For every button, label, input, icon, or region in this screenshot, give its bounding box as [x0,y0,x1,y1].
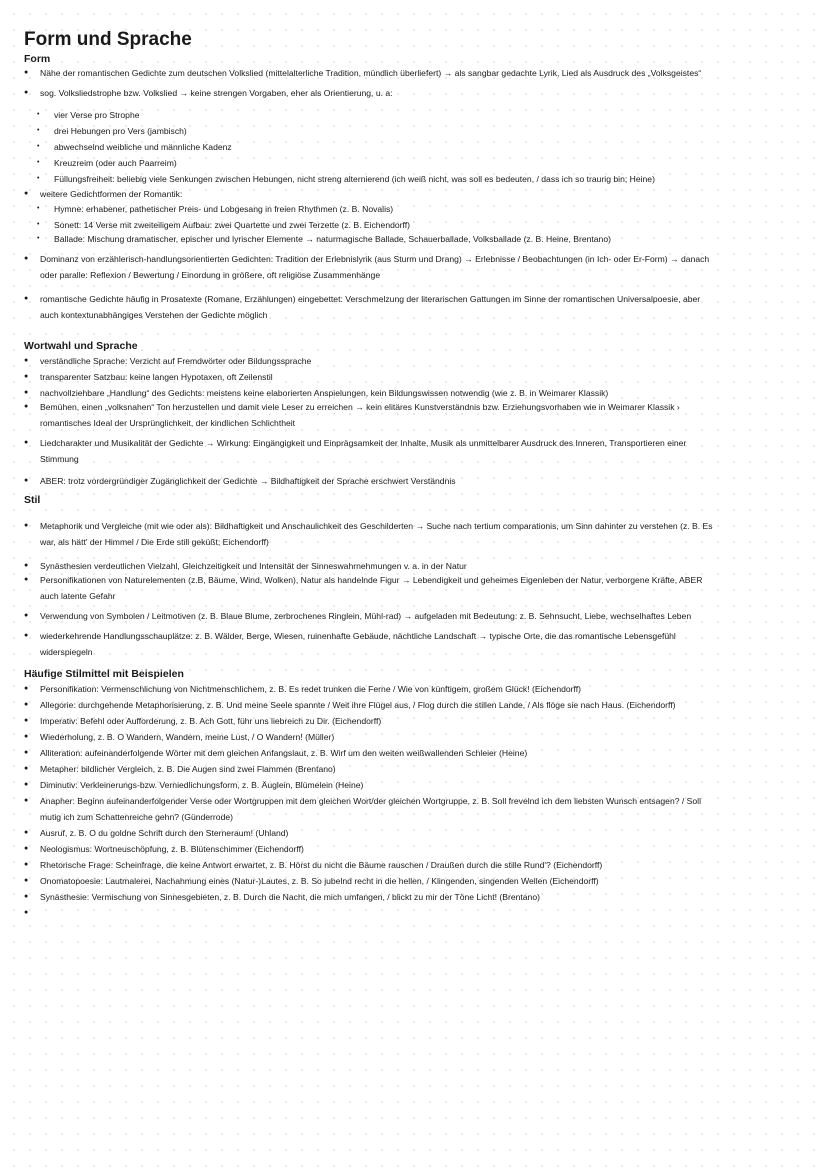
list-item [24,292,804,322]
stilmittel-list [24,682,804,904]
list-item [24,436,804,466]
line: oder paralle: Reflexion / Bewertung / Einordung in größere, oft religiöse Zusammenhänge [40,270,381,280]
list-item: ● ABER: trotz vordergründiger Zugänglichkeit der Gedichte → Bildhaftigkeit der Sprache erschwert Verständnis [24,474,804,488]
list-item: ● Alliteration: aufeinanderfolgende Wörter mit dem gleichen Anfangslaut, z. B. Wirf um den weiten weißwallenden Schleier (Heine) [24,746,804,760]
list-item: ● Personifikation: Vermenschlichung von Nichtmenschlichem, z. B. Es redet trunken die Ferne / Wie von künftigem, großem Glück! (Eichendorff) [24,682,804,696]
line: mutig ich zum Schattenreiche gehn? (Günderrode) [40,812,233,822]
list-item: ● Rhetorische Frage: Scheinfrage, die keine Antwort erwartet, z. B. Hörst du nicht die Bäume rauschen / Draußen durch die stille Rund'? (Eichendorff) [24,858,804,872]
page-title: Form und Sprache [24,29,192,50]
list-item [24,573,804,603]
line: ● wiederkehrende Handlungsschauplätze: z. B. Wälder, Berge, Wiesen, ruinenhafte Gebäude, nächtliche Landschaft → typische Orte, die das romantische Lebensgefühl [40,631,676,641]
list-item: ● Diminutiv: Verkleinerungs-bzw. Verniedlichungsform, z. B. Äuglein, Blümelein (Heine) [24,778,804,792]
line: auch kontextunabhängiges Verstehen der Gedichte möglich [40,310,268,320]
list-item: ● Onomatopoesie: Lautmalerei, Nachahmung eines (Natur-)Lautes, z. B. So jubelnd recht in die hellen, / Klingenden, singenden Wellen (Eichendorff) [24,874,804,888]
sub-list-item: • Hymne: erhabener, pathetischer Preis- und Lobgesang in freien Rhythmen (z. B. Novalis) [24,202,804,216]
form-list [24,66,804,322]
section-heading-stilmittel: Häufige Stilmittel mit Beispielen [24,668,184,680]
line: war, als hätt' der Himmel / Die Erde still geküßt; Eichendorff) [40,537,269,547]
sub-list-item: • abwechselnd weibliche und männliche Kadenz [24,140,804,154]
list-item: ● weitere Gedichtformen der Romantik: [24,187,804,201]
line: romantisches Ideal der Ursprünglichkeit, der kindlichen Schlichtheit [40,418,296,428]
wortwahl-list [24,354,804,488]
line: auch latente Gefahr [40,591,116,601]
line: ● Metaphorik und Vergleiche (mit wie oder als): Bildhaftigkeit und Anschaulichkeit des Geschilderten → Suche nach tertium comparationis, um Sinn dahinter zu verstehen (z. B. Es [40,521,713,531]
list-item: ● Wiederholung, z. B. O Wandern, Wandern, meine Lust, / O Wandern! (Müller) [24,730,804,744]
list-item: ● Allegorie: durchgehende Metaphorisierung, z. B. Und meine Seele spannte / Weit ihre Flügel aus, / Flog durch die stillen Lande, / Als flöge sie nach Haus. (Eichendorff) [24,698,804,712]
line: ● Liedcharakter und Musikalität der Gedichte → Wirkung: Eingängigkeit und Einprägsamkeit der Inhalte, Musik als unmittelbarer Ausdruck des Inneren, Transportieren einer [40,438,687,448]
stil-list [24,519,804,659]
list-item [24,794,804,824]
sub-list-item: • Sonett: 14 Verse mit zweiteiligem Aufbau: zwei Quartette und zwei Terzette (z. B. Eichendorff) [24,218,804,232]
list-item: ● Ausruf, z. B. O du goldne Schrift durch den Sterneraum! (Uhland) [24,826,804,840]
line: Stimmung [40,454,79,464]
list-item: ● sog. Volksliedstrophe bzw. Volkslied → keine strengen Vorgaben, eher als Orientierung, u. a: [24,86,804,100]
document-page [24,28,804,906]
sub-list-item: • drei Hebungen pro Vers (jambisch) [24,124,804,138]
list-item [24,252,804,282]
line: ● Personifikationen von Naturelementen (z.B, Bäume, Wind, Wolken), Natur als handelnde Figur → Lebendigkeit und geheimes Eigenleben der Natur, verborgene Kräfte, ABER [40,575,703,585]
list-item: ● Neologismus: Wortneuschöpfung, z. B. Blütenschimmer (Eichendorff) [24,842,804,856]
sub-list-item: • vier Verse pro Strophe [24,108,804,122]
list-item: ● nachvollziehbare „Handlung“ des Gedichts: meistens keine elaborierten Anspielungen, kein Bildungswissen notwendig (wie z. B. in Weimarer Klassik) [24,386,804,400]
list-item: ● Imperativ: Befehl oder Aufforderung, z. B. Ach Gott, führ uns liebreich zu Dir. (Eichendorff) [24,714,804,728]
line: ● Anapher: Beginn aufeinanderfolgender Verse oder Wortgruppen mit dem gleichen Wort/der gleichen Wortgruppe, z. B. Soll frevelnd ich dem liebsten Wunsch entsagen? / Soll [40,796,701,806]
section-heading-stil: Stil [24,494,41,506]
list-item: ● Verwendung von Symbolen / Leitmotiven (z. B. Blaue Blume, zerbrochenes Ringlein, Mühl-rad) → aufgeladen mit Bedeutung: z. B. Sehnsucht, Liebe, wechselhaftes Leben [24,609,804,623]
line: ● Dominanz von erzählerisch-handlungsorientierten Gedichten: Tradition der Erlebnislyrik (aus Sturm und Drang) → Erlebnisse / Beobachtungen (in Ich- oder Er-Form) → danach [40,254,710,264]
list-item: ● Synästhesien verdeutlichen Vielzahl, Gleichzeitigkeit und Intensität der Sinneswahrnehmungen v. a. in der Natur [24,559,804,573]
list-item [24,400,804,430]
sub-list-item: • Füllungsfreiheit: beliebig viele Senkungen zwischen Hebungen, nicht streng alternierend (ich weiß nicht, was soll es bedeuten, / dass ich so traurig bin; Heine) [24,172,804,186]
list-item: ● Synästhesie: Vermischung von Sinnesgebieten, z. B. Durch die Nacht, die mich umfangen, / blickt zu mir der Töne Licht! (Brentano) [24,890,804,904]
line: ● romantische Gedichte häufig in Prosatexte (Romane, Erzählungen) eingebettet: Verschmelzung der literarischen Gattungen im Sinne der romantischen Universalpoesie, aber [40,294,701,304]
list-item: ● Nähe der romantischen Gedichte zum deutschen Volkslied (mittelalterliche Tradition, mündlich überliefert) → als sangbar gedachte Lyrik, Lied als Ausdruck des „Volksgeistes“ [24,66,804,80]
list-item [24,519,804,549]
section-heading-form: Form [24,53,51,65]
line: ● Bemühen, einen „volksnahen“ Ton herzustellen und damit viele Leser zu erreichen → kein elitäres Kunstverständnis bzw. Erziehungsvorhaben wie in Weimarer Klassik › [40,402,680,412]
line: widerspiegeln [40,647,93,657]
list-item: ● verständliche Sprache: Verzicht auf Fremdwörter oder Bildungssprache [24,354,804,368]
list-item: ● transparenter Satzbau: keine langen Hypotaxen, oft Zeilenstil [24,370,804,384]
sub-list-item: • Kreuzreim (oder auch Paarreim) [24,156,804,170]
list-item [24,629,804,659]
sub-list-item: • Ballade: Mischung dramatischer, epischer und lyrischer Elemente → naturmagische Ballade, Schauerballade, Volksballade (z. B. Heine, Brentano) [24,232,804,246]
section-heading-wortwahl: Wortwahl und Sprache [24,340,138,352]
list-item: ● Metapher: bildlicher Vergleich, z. B. Die Augen sind zwei Flammen (Brentano) [24,762,804,776]
